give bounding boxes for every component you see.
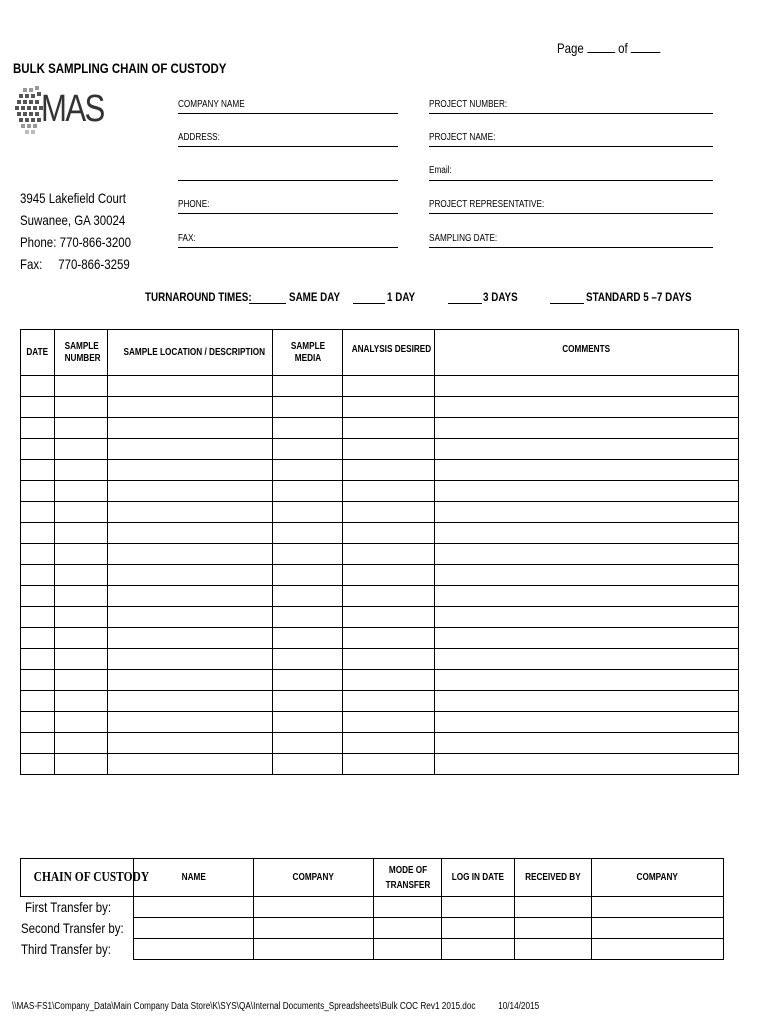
custody-row-label: Third Transfer by: — [20, 941, 111, 957]
custody-cell[interactable] — [374, 939, 442, 960]
cell-location[interactable] — [108, 460, 273, 481]
table-row — [21, 376, 739, 397]
cell-date[interactable] — [21, 754, 55, 775]
cell-sample-number[interactable] — [55, 481, 108, 502]
cell-sample-number[interactable] — [55, 607, 108, 628]
cell-date[interactable] — [21, 502, 55, 523]
cell-comments[interactable] — [435, 502, 739, 523]
table-row — [21, 586, 739, 607]
footer — [12, 1001, 655, 1012]
page-label: Page — [557, 40, 584, 56]
cell-location[interactable] — [108, 586, 273, 607]
cell-comments[interactable] — [435, 376, 739, 397]
cell-comments[interactable] — [435, 607, 739, 628]
cell-media[interactable] — [273, 670, 343, 691]
custody-cell[interactable] — [254, 897, 374, 918]
custody-cell[interactable] — [515, 939, 592, 960]
table-row — [21, 439, 739, 460]
custody-table-header — [21, 859, 724, 897]
cell-analysis[interactable] — [343, 670, 435, 691]
phone-field[interactable] — [178, 213, 398, 214]
cell-location[interactable] — [108, 502, 273, 523]
footer-date: 10/14/2015 — [498, 1001, 540, 1012]
cell-comments[interactable] — [435, 691, 739, 712]
cell-comments[interactable] — [435, 418, 739, 439]
custody-cell[interactable] — [442, 939, 515, 960]
cell-analysis[interactable] — [343, 565, 435, 586]
cell-location[interactable] — [108, 607, 273, 628]
custody-cell[interactable] — [134, 918, 254, 939]
cell-comments[interactable] — [435, 649, 739, 670]
email-field[interactable] — [429, 180, 713, 181]
cell-sample-number[interactable] — [55, 376, 108, 397]
fax-label: FAX: — [178, 233, 196, 244]
cell-comments[interactable] — [435, 460, 739, 481]
form-title: BULK SAMPLING CHAIN OF CUSTODY — [13, 60, 227, 76]
cell-location[interactable] — [108, 481, 273, 502]
table-row — [21, 397, 739, 418]
cell-media[interactable] — [273, 733, 343, 754]
cell-comments[interactable] — [435, 628, 739, 649]
footer-path: \\MAS-FS1\Company_Data\Main Company Data Store\K\SYS\QA\Internal Documents_Spreadsheets\Bulk COC Rev1 2015.doc — [12, 1001, 476, 1012]
custody-cell[interactable] — [134, 939, 254, 960]
page-number-blank[interactable] — [587, 40, 615, 53]
cell-sample-number[interactable] — [55, 460, 108, 481]
cell-sample-number[interactable] — [55, 397, 108, 418]
sample-table-header — [21, 330, 739, 376]
cell-date[interactable] — [21, 733, 55, 754]
cell-sample-number[interactable] — [55, 754, 108, 775]
custody-cell[interactable] — [515, 897, 592, 918]
cell-sample-number[interactable] — [55, 670, 108, 691]
table-row — [21, 712, 739, 733]
cell-location[interactable] — [108, 754, 273, 775]
custody-col-received-by: RECEIVED BY — [515, 859, 592, 897]
cell-analysis[interactable] — [343, 544, 435, 565]
custody-row-label: Second Transfer by: — [20, 920, 124, 936]
cell-sample-number[interactable] — [55, 628, 108, 649]
cell-media[interactable] — [273, 565, 343, 586]
sample-table — [20, 329, 739, 775]
cell-analysis[interactable] — [343, 418, 435, 439]
cell-media[interactable] — [273, 460, 343, 481]
custody-col-login-date: LOG IN DATE — [442, 859, 515, 897]
custody-row-label: First Transfer by: — [24, 899, 112, 916]
table-row — [21, 523, 739, 544]
custody-row — [21, 918, 724, 939]
cell-analysis[interactable] — [343, 649, 435, 670]
project-representative-field[interactable] — [429, 213, 713, 214]
cell-analysis[interactable] — [343, 586, 435, 607]
cell-date[interactable] — [21, 523, 55, 544]
table-row — [21, 670, 739, 691]
cell-comments[interactable] — [435, 397, 739, 418]
cell-media[interactable] — [273, 376, 343, 397]
cell-analysis[interactable] — [343, 502, 435, 523]
turnaround-option-3-days: 3 DAYS — [483, 290, 518, 304]
cell-analysis[interactable] — [343, 733, 435, 754]
col-header-sample-number: SAMPLE NUMBER — [55, 330, 108, 376]
cell-media[interactable] — [273, 607, 343, 628]
custody-row — [21, 939, 724, 960]
cell-analysis[interactable] — [343, 754, 435, 775]
custody-col-company: COMPANY — [254, 859, 374, 897]
cell-date[interactable] — [21, 418, 55, 439]
cell-sample-number[interactable] — [55, 733, 108, 754]
table-row — [21, 754, 739, 775]
email-label: Email: — [429, 165, 452, 176]
three-days-blank[interactable] — [448, 303, 482, 304]
custody-table — [20, 858, 724, 960]
company-name-field[interactable] — [178, 113, 398, 114]
cell-analysis[interactable] — [343, 439, 435, 460]
cell-analysis[interactable] — [343, 397, 435, 418]
cell-sample-number[interactable] — [55, 649, 108, 670]
custody-cell[interactable] — [254, 918, 374, 939]
cell-date[interactable] — [21, 670, 55, 691]
cell-location[interactable] — [108, 397, 273, 418]
project-name-label: PROJECT NAME: — [429, 132, 496, 143]
cell-date[interactable] — [21, 649, 55, 670]
table-row — [21, 649, 739, 670]
cell-location[interactable] — [108, 544, 273, 565]
address-label: ADDRESS: — [178, 132, 220, 143]
project-representative-label: PROJECT REPRESENTATIVE: — [429, 199, 545, 210]
same-day-blank[interactable] — [249, 303, 286, 304]
cell-analysis[interactable] — [343, 376, 435, 397]
custody-row — [21, 897, 724, 918]
cell-comments[interactable] — [435, 733, 739, 754]
cell-media[interactable] — [273, 418, 343, 439]
cell-analysis[interactable] — [343, 607, 435, 628]
cell-date[interactable] — [21, 481, 55, 502]
custody-cell[interactable] — [515, 918, 592, 939]
cell-location[interactable] — [108, 523, 273, 544]
col-header-comments: COMMENTS — [435, 330, 739, 376]
cell-sample-number[interactable] — [55, 586, 108, 607]
sampling-date-field[interactable] — [429, 247, 713, 248]
custody-cell[interactable] — [592, 897, 724, 918]
cell-media[interactable] — [273, 649, 343, 670]
cell-analysis[interactable] — [343, 628, 435, 649]
address-line2-field[interactable] — [178, 180, 398, 181]
turnaround-label: TURNAROUND TIMES: — [145, 290, 252, 304]
cell-date[interactable] — [21, 628, 55, 649]
custody-cell[interactable] — [592, 918, 724, 939]
cell-date[interactable] — [21, 712, 55, 733]
cell-date[interactable] — [21, 691, 55, 712]
custody-cell[interactable] — [442, 897, 515, 918]
cell-comments[interactable] — [435, 712, 739, 733]
company-name-label: COMPANY NAME — [178, 99, 245, 110]
col-header-media: SAMPLE MEDIA — [273, 330, 343, 376]
table-row — [21, 607, 739, 628]
cell-analysis[interactable] — [343, 712, 435, 733]
turnaround-option-standard: STANDARD 5 –7 DAYS — [586, 290, 692, 304]
page-total-blank[interactable] — [631, 40, 661, 53]
cell-sample-number[interactable] — [55, 418, 108, 439]
lab-street: 3945 Lakefield Court — [20, 190, 126, 206]
cell-comments[interactable] — [435, 565, 739, 586]
custody-cell[interactable] — [254, 939, 374, 960]
turnaround-option-1-day: 1 DAY — [387, 290, 416, 304]
cell-comments[interactable] — [435, 439, 739, 460]
cell-location[interactable] — [108, 670, 273, 691]
phone-label: PHONE: — [178, 199, 210, 210]
cell-sample-number[interactable] — [55, 565, 108, 586]
cell-sample-number[interactable] — [55, 712, 108, 733]
cell-date[interactable] — [21, 544, 55, 565]
cell-media[interactable] — [273, 691, 343, 712]
cell-location[interactable] — [108, 712, 273, 733]
table-row — [21, 418, 739, 439]
cell-comments[interactable] — [435, 586, 739, 607]
project-name-field[interactable] — [429, 146, 713, 147]
turnaround-option-same-day: SAME DAY — [289, 290, 341, 304]
logo-text: MAS — [41, 88, 104, 130]
lab-phone: Phone: 770-866-3200 — [20, 234, 132, 250]
cell-comments[interactable] — [435, 523, 739, 544]
col-header-date: DATE — [21, 330, 55, 376]
cell-comments[interactable] — [435, 544, 739, 565]
cell-comments[interactable] — [435, 481, 739, 502]
custody-col-name: NAME — [134, 859, 254, 897]
cell-media[interactable] — [273, 397, 343, 418]
mas-logo — [13, 84, 113, 144]
table-row — [21, 691, 739, 712]
cell-sample-number[interactable] — [55, 523, 108, 544]
cell-date[interactable] — [21, 397, 55, 418]
project-number-label: PROJECT NUMBER: — [429, 99, 508, 110]
table-row — [21, 628, 739, 649]
cell-location[interactable] — [108, 649, 273, 670]
cell-analysis[interactable] — [343, 460, 435, 481]
cell-analysis[interactable] — [343, 691, 435, 712]
fax-field[interactable] — [178, 247, 398, 248]
cell-location[interactable] — [108, 691, 273, 712]
custody-cell[interactable] — [374, 918, 442, 939]
table-row — [21, 544, 739, 565]
custody-title: CHAIN OF CUSTODY — [21, 859, 134, 897]
table-row — [21, 502, 739, 523]
cell-media[interactable] — [273, 481, 343, 502]
cell-location[interactable] — [108, 418, 273, 439]
cell-sample-number[interactable] — [55, 502, 108, 523]
cell-sample-number[interactable] — [55, 439, 108, 460]
one-day-blank[interactable] — [353, 303, 385, 304]
cell-date[interactable] — [21, 565, 55, 586]
cell-date[interactable] — [21, 586, 55, 607]
page-number-field — [557, 40, 683, 56]
cell-analysis[interactable] — [343, 481, 435, 502]
cell-analysis[interactable] — [343, 523, 435, 544]
custody-col-company-2: COMPANY — [592, 859, 724, 897]
cell-media[interactable] — [273, 502, 343, 523]
cell-location[interactable] — [108, 565, 273, 586]
table-row — [21, 733, 739, 754]
cell-media[interactable] — [273, 754, 343, 775]
cell-location[interactable] — [108, 376, 273, 397]
cell-comments[interactable] — [435, 670, 739, 691]
cell-media[interactable] — [273, 712, 343, 733]
table-row — [21, 565, 739, 586]
custody-col-mode: MODE OF TRANSFER — [374, 859, 442, 897]
col-header-location: SAMPLE LOCATION / DESCRIPTION — [108, 330, 273, 376]
of-label: of — [618, 40, 628, 56]
address-field[interactable] — [178, 146, 398, 147]
cell-date[interactable] — [21, 376, 55, 397]
cell-date[interactable] — [21, 439, 55, 460]
cell-location[interactable] — [108, 628, 273, 649]
lab-city: Suwanee, GA 30024 — [20, 212, 126, 228]
cell-sample-number[interactable] — [55, 544, 108, 565]
cell-date[interactable] — [21, 607, 55, 628]
lab-fax: Fax: 770-866-3259 — [20, 256, 130, 272]
cell-media[interactable] — [273, 586, 343, 607]
cell-comments[interactable] — [435, 754, 739, 775]
table-row — [21, 481, 739, 502]
project-number-field[interactable] — [429, 113, 713, 114]
col-header-analysis: ANALYSIS DESIRED — [343, 330, 435, 376]
cell-media[interactable] — [273, 544, 343, 565]
cell-media[interactable] — [273, 628, 343, 649]
standard-blank[interactable] — [550, 303, 584, 304]
custody-cell[interactable] — [134, 897, 254, 918]
custody-cell[interactable] — [442, 918, 515, 939]
custody-cell[interactable] — [592, 939, 724, 960]
custody-cell[interactable] — [374, 897, 442, 918]
cell-location[interactable] — [108, 439, 273, 460]
cell-location[interactable] — [108, 733, 273, 754]
cell-sample-number[interactable] — [55, 691, 108, 712]
cell-date[interactable] — [21, 460, 55, 481]
cell-media[interactable] — [273, 523, 343, 544]
table-row — [21, 460, 739, 481]
sampling-date-label: SAMPLING DATE: — [429, 233, 498, 244]
cell-media[interactable] — [273, 439, 343, 460]
